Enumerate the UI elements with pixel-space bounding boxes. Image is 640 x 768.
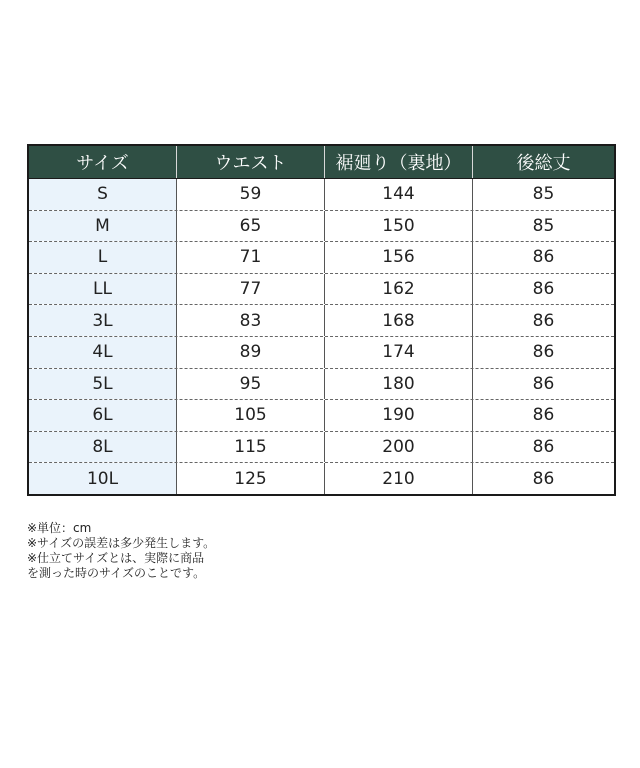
- note-finished-size-cont: を測った時のサイズのことです。: [27, 566, 206, 580]
- table-row: [29, 369, 614, 401]
- table-row: [29, 211, 614, 243]
- size-cell: 3L: [29, 305, 177, 336]
- size-cell: 6L: [29, 400, 177, 431]
- size-cell: 10L: [29, 463, 177, 494]
- waist-cell: 125: [177, 463, 325, 494]
- waist-cell: 83: [177, 305, 325, 336]
- length-cell: 86: [532, 373, 555, 394]
- waist-cell: 95: [177, 369, 325, 400]
- waist-cell: 89: [177, 337, 325, 368]
- header-size: サイズ: [29, 146, 177, 178]
- hem-cell: 210: [325, 463, 473, 494]
- table-row: [29, 305, 614, 337]
- size-cell: LL: [29, 274, 177, 305]
- header-hem-circumference: 裾廻り（裏地）: [325, 146, 473, 178]
- length-cell: 85: [532, 184, 555, 205]
- waist-cell: 71: [177, 242, 325, 273]
- table-row: [29, 337, 614, 369]
- length-cell: 86: [532, 310, 555, 331]
- hem-cell: 144: [325, 179, 473, 210]
- hem-cell: 162: [325, 274, 473, 305]
- size-cell: S: [29, 179, 177, 210]
- hem-cell: 150: [325, 211, 473, 242]
- table-row: [29, 432, 614, 464]
- table-row: [29, 463, 614, 494]
- length-cell: 86: [532, 468, 555, 489]
- length-cell: 86: [532, 405, 555, 426]
- length-cell: 85: [532, 215, 555, 236]
- note-size-tolerance: ※サイズの誤差は多少発生します。: [27, 536, 216, 550]
- table-row: [29, 274, 614, 306]
- hem-cell: 200: [325, 432, 473, 463]
- size-cell: 5L: [29, 369, 177, 400]
- hem-cell: 180: [325, 369, 473, 400]
- header-waist: ウエスト: [177, 146, 325, 178]
- length-cell: 86: [532, 279, 555, 300]
- table-row: [29, 400, 614, 432]
- waist-cell: 65: [177, 211, 325, 242]
- length-cell: 86: [532, 437, 555, 458]
- size-cell: 8L: [29, 432, 177, 463]
- table-row: [29, 242, 614, 274]
- length-cell: 86: [532, 342, 555, 363]
- waist-cell: 59: [177, 179, 325, 210]
- hem-cell: 190: [325, 400, 473, 431]
- waist-cell: 77: [177, 274, 325, 305]
- size-cell: M: [29, 211, 177, 242]
- hem-cell: 168: [325, 305, 473, 336]
- table-body: [29, 179, 614, 494]
- table-row: [29, 179, 614, 211]
- header-back-length: 後総丈: [516, 153, 571, 174]
- footnotes: [27, 521, 215, 581]
- size-cell: 4L: [29, 337, 177, 368]
- length-cell: 86: [532, 247, 555, 268]
- hem-cell: 174: [325, 337, 473, 368]
- note-unit: ※単位：cm: [27, 521, 92, 535]
- table-header: [29, 146, 614, 179]
- size-cell: L: [29, 242, 177, 273]
- waist-cell: 105: [177, 400, 325, 431]
- size-table: [27, 144, 616, 496]
- waist-cell: 115: [177, 432, 325, 463]
- note-finished-size: ※仕立てサイズとは、実際に商品: [27, 551, 205, 565]
- hem-cell: 156: [325, 242, 473, 273]
